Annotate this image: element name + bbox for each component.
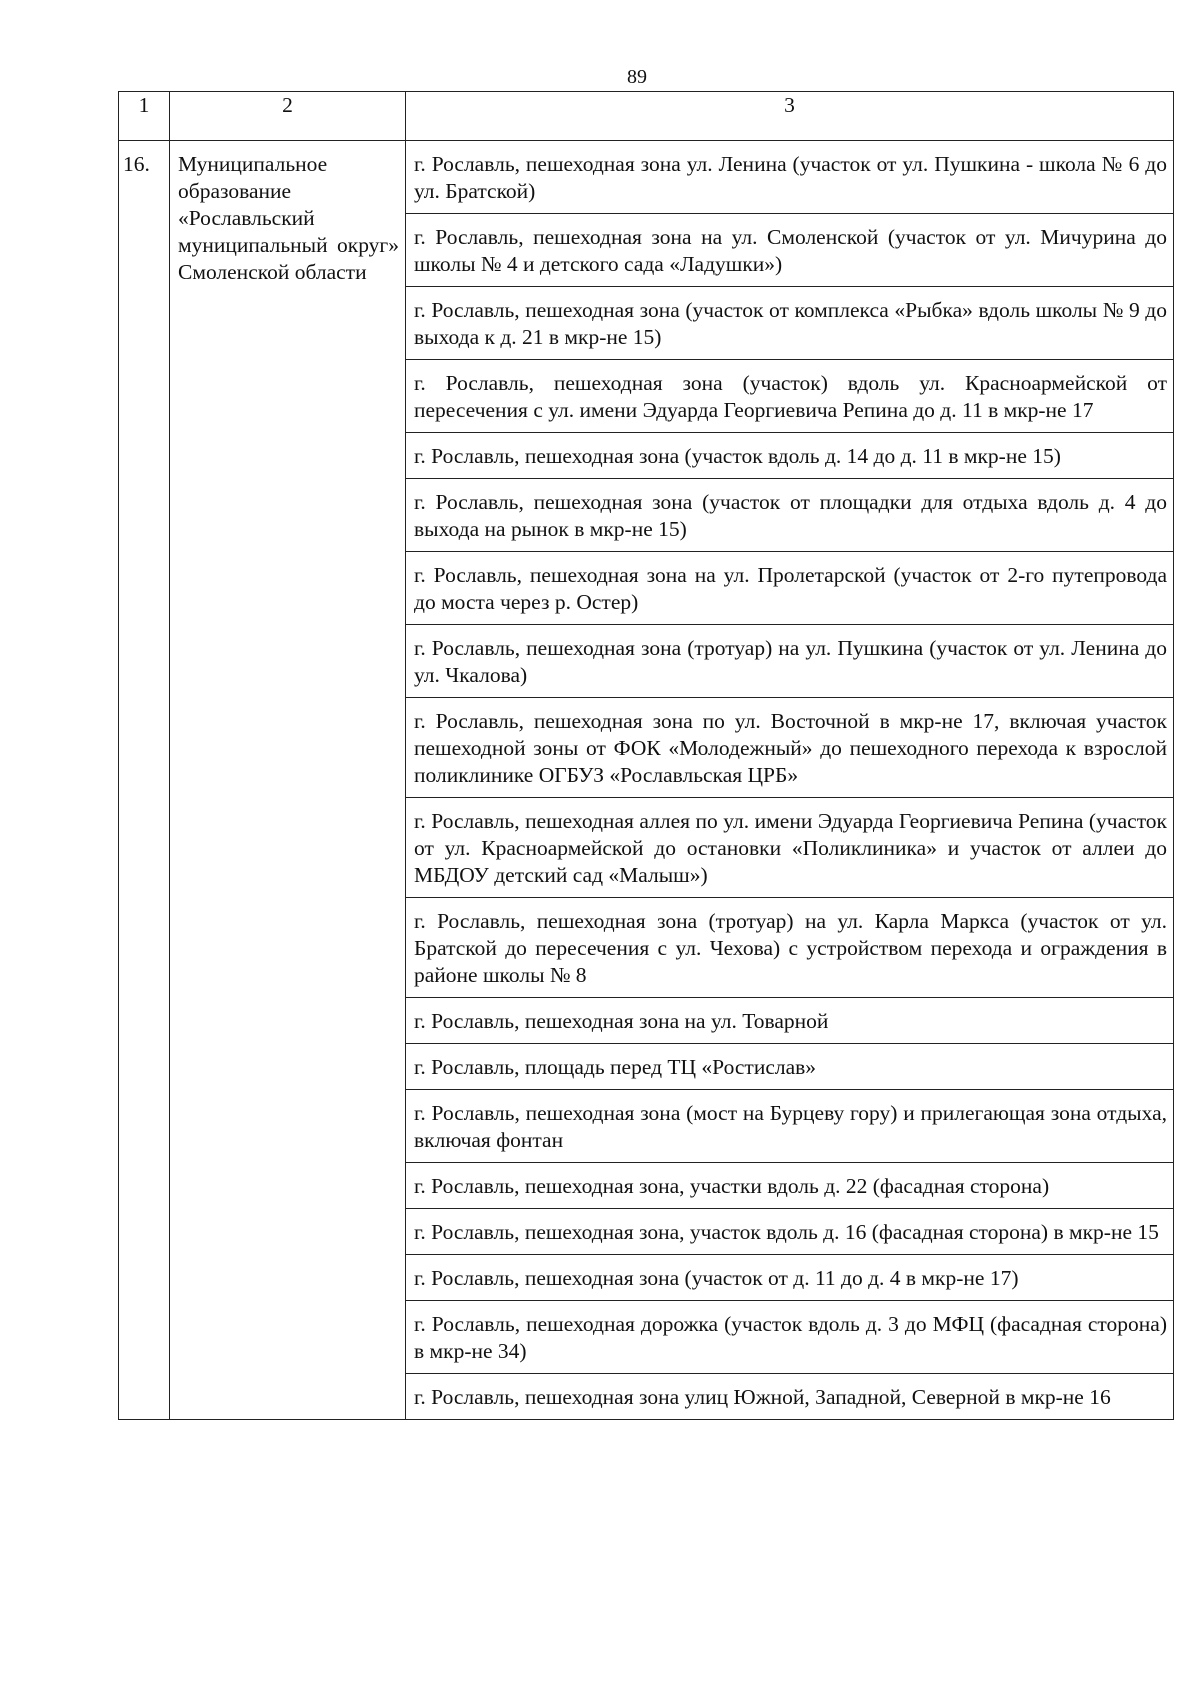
header-col-2: 2 bbox=[170, 92, 406, 141]
location-item: г. Рославль, пешеходная зона на ул. Смоленской (участок от ул. Мичурина до школы № 4 и детского сада «Ладушки») bbox=[406, 214, 1174, 287]
location-item: г. Рославль, пешеходная зона (тротуар) на ул. Карла Маркса (участок от ул. Братской до пересечения с ул. Чехова) с устройством перехода и ограждения в районе школы № 8 bbox=[406, 898, 1174, 998]
location-item: г. Рославль, пешеходная зона на ул. Пролетарской (участок от 2-го путепровода до моста через р. Остер) bbox=[406, 552, 1174, 625]
table-header-row bbox=[119, 92, 1174, 141]
header-col-3: 3 bbox=[406, 92, 1174, 141]
page-number: 89 bbox=[627, 66, 647, 88]
location-item: г. Рославль, пешеходная зона по ул. Восточной в мкр-не 17, включая участок пешеходной зоны от ФОК «Молодежный» до пешеходного перехода к взрослой поликлинике ОГБУЗ «Рославльская ЦРБ» bbox=[406, 698, 1174, 798]
location-item: г. Рославль, пешеходная дорожка (участок вдоль д. 3 до МФЦ (фасадная сторона) в мкр-не 34) bbox=[406, 1301, 1174, 1374]
location-item: г. Рославль, пешеходная зона (мост на Бурцеву гору) и прилегающая зона отдыха, включая фонтан bbox=[406, 1090, 1174, 1163]
location-item: г. Рославль, пешеходная аллея по ул. имени Эдуарда Георгиевича Репина (участок от ул. Красноармейской до остановки «Поликлиника» и участок от аллеи до МБДОУ детский сад «Малыш») bbox=[406, 798, 1174, 898]
location-item: г. Рославль, пешеходная зона ул. Ленина (участок от ул. Пушкина - школа № 6 до ул. Братской) bbox=[406, 141, 1174, 214]
municipality-name: Муниципальное образование «Рославльский муниципальный округ» Смоленской области bbox=[170, 141, 406, 1420]
table-row bbox=[119, 141, 1174, 214]
location-item: г. Рославль, пешеходная зона, участок вдоль д. 16 (фасадная сторона) в мкр-не 15 bbox=[406, 1209, 1174, 1255]
location-item: г. Рославль, пешеходная зона (участок от д. 11 до д. 4 в мкр-не 17) bbox=[406, 1255, 1174, 1301]
location-item: г. Рославль, пешеходная зона (участок от комплекса «Рыбка» вдоль школы № 9 до выхода к д. 21 в мкр-не 15) bbox=[406, 287, 1174, 360]
location-item: г. Рославль, пешеходная зона (участок от площадки для отдыха вдоль д. 4 до выхода на рынок в мкр-не 15) bbox=[406, 479, 1174, 552]
locations-table bbox=[118, 91, 1174, 1420]
row-number: 16. bbox=[119, 141, 170, 1420]
location-item: г. Рославль, пешеходная зона (участок) вдоль ул. Красноармейской от пересечения с ул. имени Эдуарда Георгиевича Репина до д. 11 в мкр-не 17 bbox=[406, 360, 1174, 433]
location-item: г. Рославль, пешеходная зона улиц Южной, Западной, Северной в мкр-не 16 bbox=[406, 1374, 1174, 1420]
location-item: г. Рославль, пешеходная зона, участки вдоль д. 22 (фасадная сторона) bbox=[406, 1163, 1174, 1209]
location-item: г. Рославль, пешеходная зона (участок вдоль д. 14 до д. 11 в мкр-не 15) bbox=[406, 433, 1174, 479]
location-item: г. Рославль, пешеходная зона на ул. Товарной bbox=[406, 998, 1174, 1044]
location-item: г. Рославль, площадь перед ТЦ «Ростислав» bbox=[406, 1044, 1174, 1090]
header-col-1: 1 bbox=[119, 92, 170, 141]
location-item: г. Рославль, пешеходная зона (тротуар) на ул. Пушкина (участок от ул. Ленина до ул. Чкалова) bbox=[406, 625, 1174, 698]
